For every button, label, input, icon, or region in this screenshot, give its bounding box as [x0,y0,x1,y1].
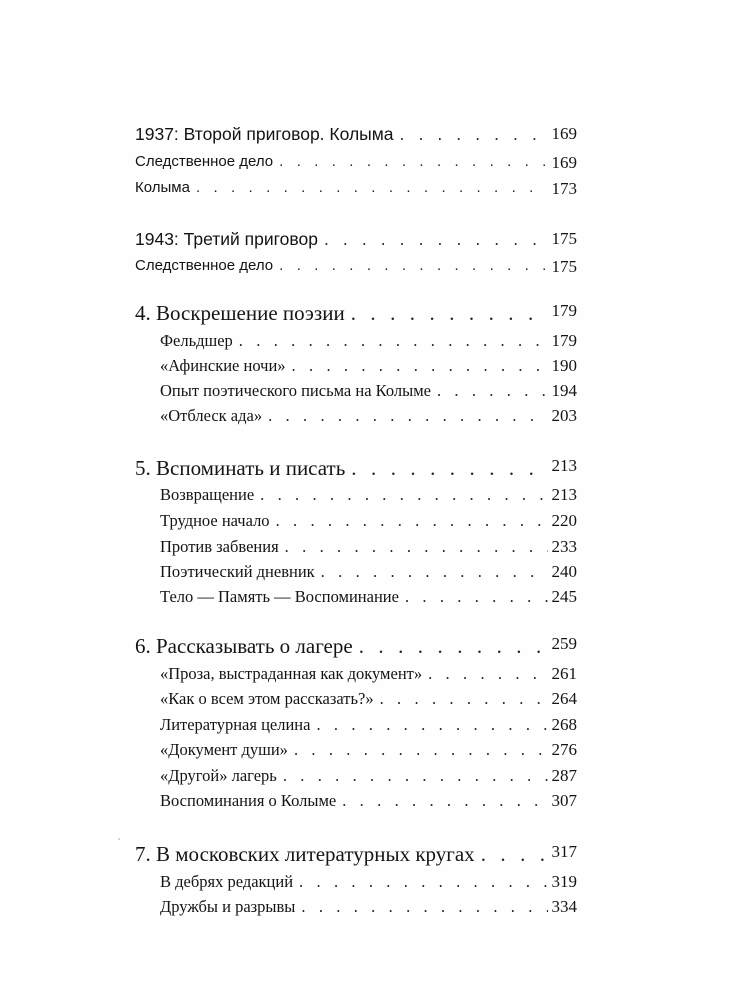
toc-page-number: 259 [548,634,578,654]
toc-item[interactable] [160,562,577,582]
toc-page-number: 261 [548,664,578,684]
toc-page-number: 194 [548,381,578,401]
leader-dots [254,485,577,505]
toc-item[interactable] [160,587,577,607]
toc-entry-title: Опыт поэтического письма на Колыме [160,381,431,400]
toc-page-number: 175 [548,257,578,277]
leader-dots [273,257,577,274]
toc-page-number: 268 [548,715,578,735]
leader-dots [295,897,577,917]
toc-page-number: 179 [548,331,578,351]
toc-page-number: 334 [548,897,578,917]
toc-item[interactable] [160,537,577,557]
toc-page-number: 190 [548,356,578,376]
toc-entry-title: Возвращение [160,485,255,504]
leader-dots [345,456,577,481]
leader-dots [336,791,577,811]
leader-dots [273,153,577,170]
toc-page-number: 220 [548,511,578,531]
toc-item[interactable] [135,153,577,170]
leader-dots [315,562,577,582]
leader-dots [190,179,577,196]
toc-page-number: 319 [548,872,578,892]
leader-dots [318,229,577,250]
toc-page-number: 233 [548,537,578,557]
toc-item[interactable] [160,791,577,811]
toc-entry-title: «Другой» лагерь [160,766,277,785]
leader-dots [345,301,577,326]
toc-entry-title: Трудное начало [160,511,270,530]
toc-item[interactable] [160,356,577,376]
toc-chapter-7[interactable] [135,842,577,867]
toc-entry-title: 1937: Второй приговор. Колыма [135,124,394,144]
toc-entry-title: Колыма [135,179,190,196]
toc-entry-title: «Как о всем этом рассказать?» [160,689,374,708]
toc-page-number: 203 [548,406,578,426]
toc-section-1937[interactable] [135,124,577,145]
leader-dots [310,715,577,735]
toc-item[interactable] [160,897,577,917]
toc-page-number: 173 [548,179,578,199]
toc-page-number: 287 [548,766,578,786]
toc-page-number: 317 [548,842,578,862]
toc-item[interactable] [160,331,577,351]
toc-entry-title: Поэтический дневник [160,562,315,581]
toc-item[interactable] [160,715,577,735]
toc-item[interactable] [160,406,577,426]
toc-entry-title: Следственное дело [135,257,274,274]
toc-entry-title: «Афинские ночи» [160,356,286,375]
toc-chapter-5[interactable] [135,456,577,481]
toc-chapter-4[interactable] [135,301,577,326]
leader-dots [262,406,577,426]
toc-page-number: 179 [548,301,578,321]
toc-entry-title: 7. В московских литературных кругах [135,842,475,866]
leader-dots [288,740,577,760]
toc-chapter-6[interactable] [135,634,577,659]
leader-dots [374,689,577,709]
toc-item[interactable] [160,872,577,892]
toc-page-number: 213 [548,485,578,505]
toc-page-number: 245 [548,587,578,607]
toc-item[interactable] [160,511,577,531]
toc-entry-title: Тело — Память — Воспоминание [160,587,399,606]
toc-entry-title: 4. Воскрешение поэзии [135,301,345,325]
toc-item[interactable] [135,179,577,196]
toc-entry-title: Против забвения [160,537,279,556]
toc-page-number: 175 [548,229,578,249]
toc-entry-title: «Документ души» [160,740,288,759]
toc-page-number: 169 [548,153,578,173]
leader-dots [270,511,577,531]
leader-dots [277,766,577,786]
toc-page-number: 264 [548,689,578,709]
toc-entry-title: 6. Рассказывать о лагере [135,634,353,658]
toc-item[interactable] [160,689,577,709]
toc-page-number: 307 [548,791,578,811]
toc-entry-title: «Проза, выстраданная как документ» [160,664,423,683]
toc-entry-title: Воспоминания о Колыме [160,791,337,810]
toc-page-number: 276 [548,740,578,760]
toc-item[interactable] [160,381,577,401]
toc-section-1943[interactable] [135,229,577,250]
toc-entry-title: Литературная целина [160,715,311,734]
leader-dots [353,634,577,659]
leader-dots [279,537,577,557]
leader-dots [286,356,577,376]
toc-entry-title: 5. Вспоминать и писать [135,456,346,480]
toc-entry-title: «Отблеск ада» [160,406,263,425]
toc-page-number: 213 [548,456,578,476]
toc-item[interactable] [135,257,577,274]
toc-page-number: 240 [548,562,578,582]
toc-page-number: 169 [548,124,578,144]
leader-dots [233,331,577,351]
toc-entry-title: Фельдшер [160,331,233,350]
leader-dots [293,872,577,892]
toc-entry-title: Следственное дело [135,153,274,170]
scan-speck [118,838,120,840]
toc-item[interactable] [160,740,577,760]
toc-item[interactable] [160,485,577,505]
toc-item[interactable] [160,766,577,786]
toc-entry-title: В дебрях редакций [160,872,294,891]
toc-entry-title: Дружбы и разрывы [160,897,296,916]
toc-item[interactable] [160,664,577,684]
toc-entry-title: 1943: Третий приговор [135,229,318,249]
